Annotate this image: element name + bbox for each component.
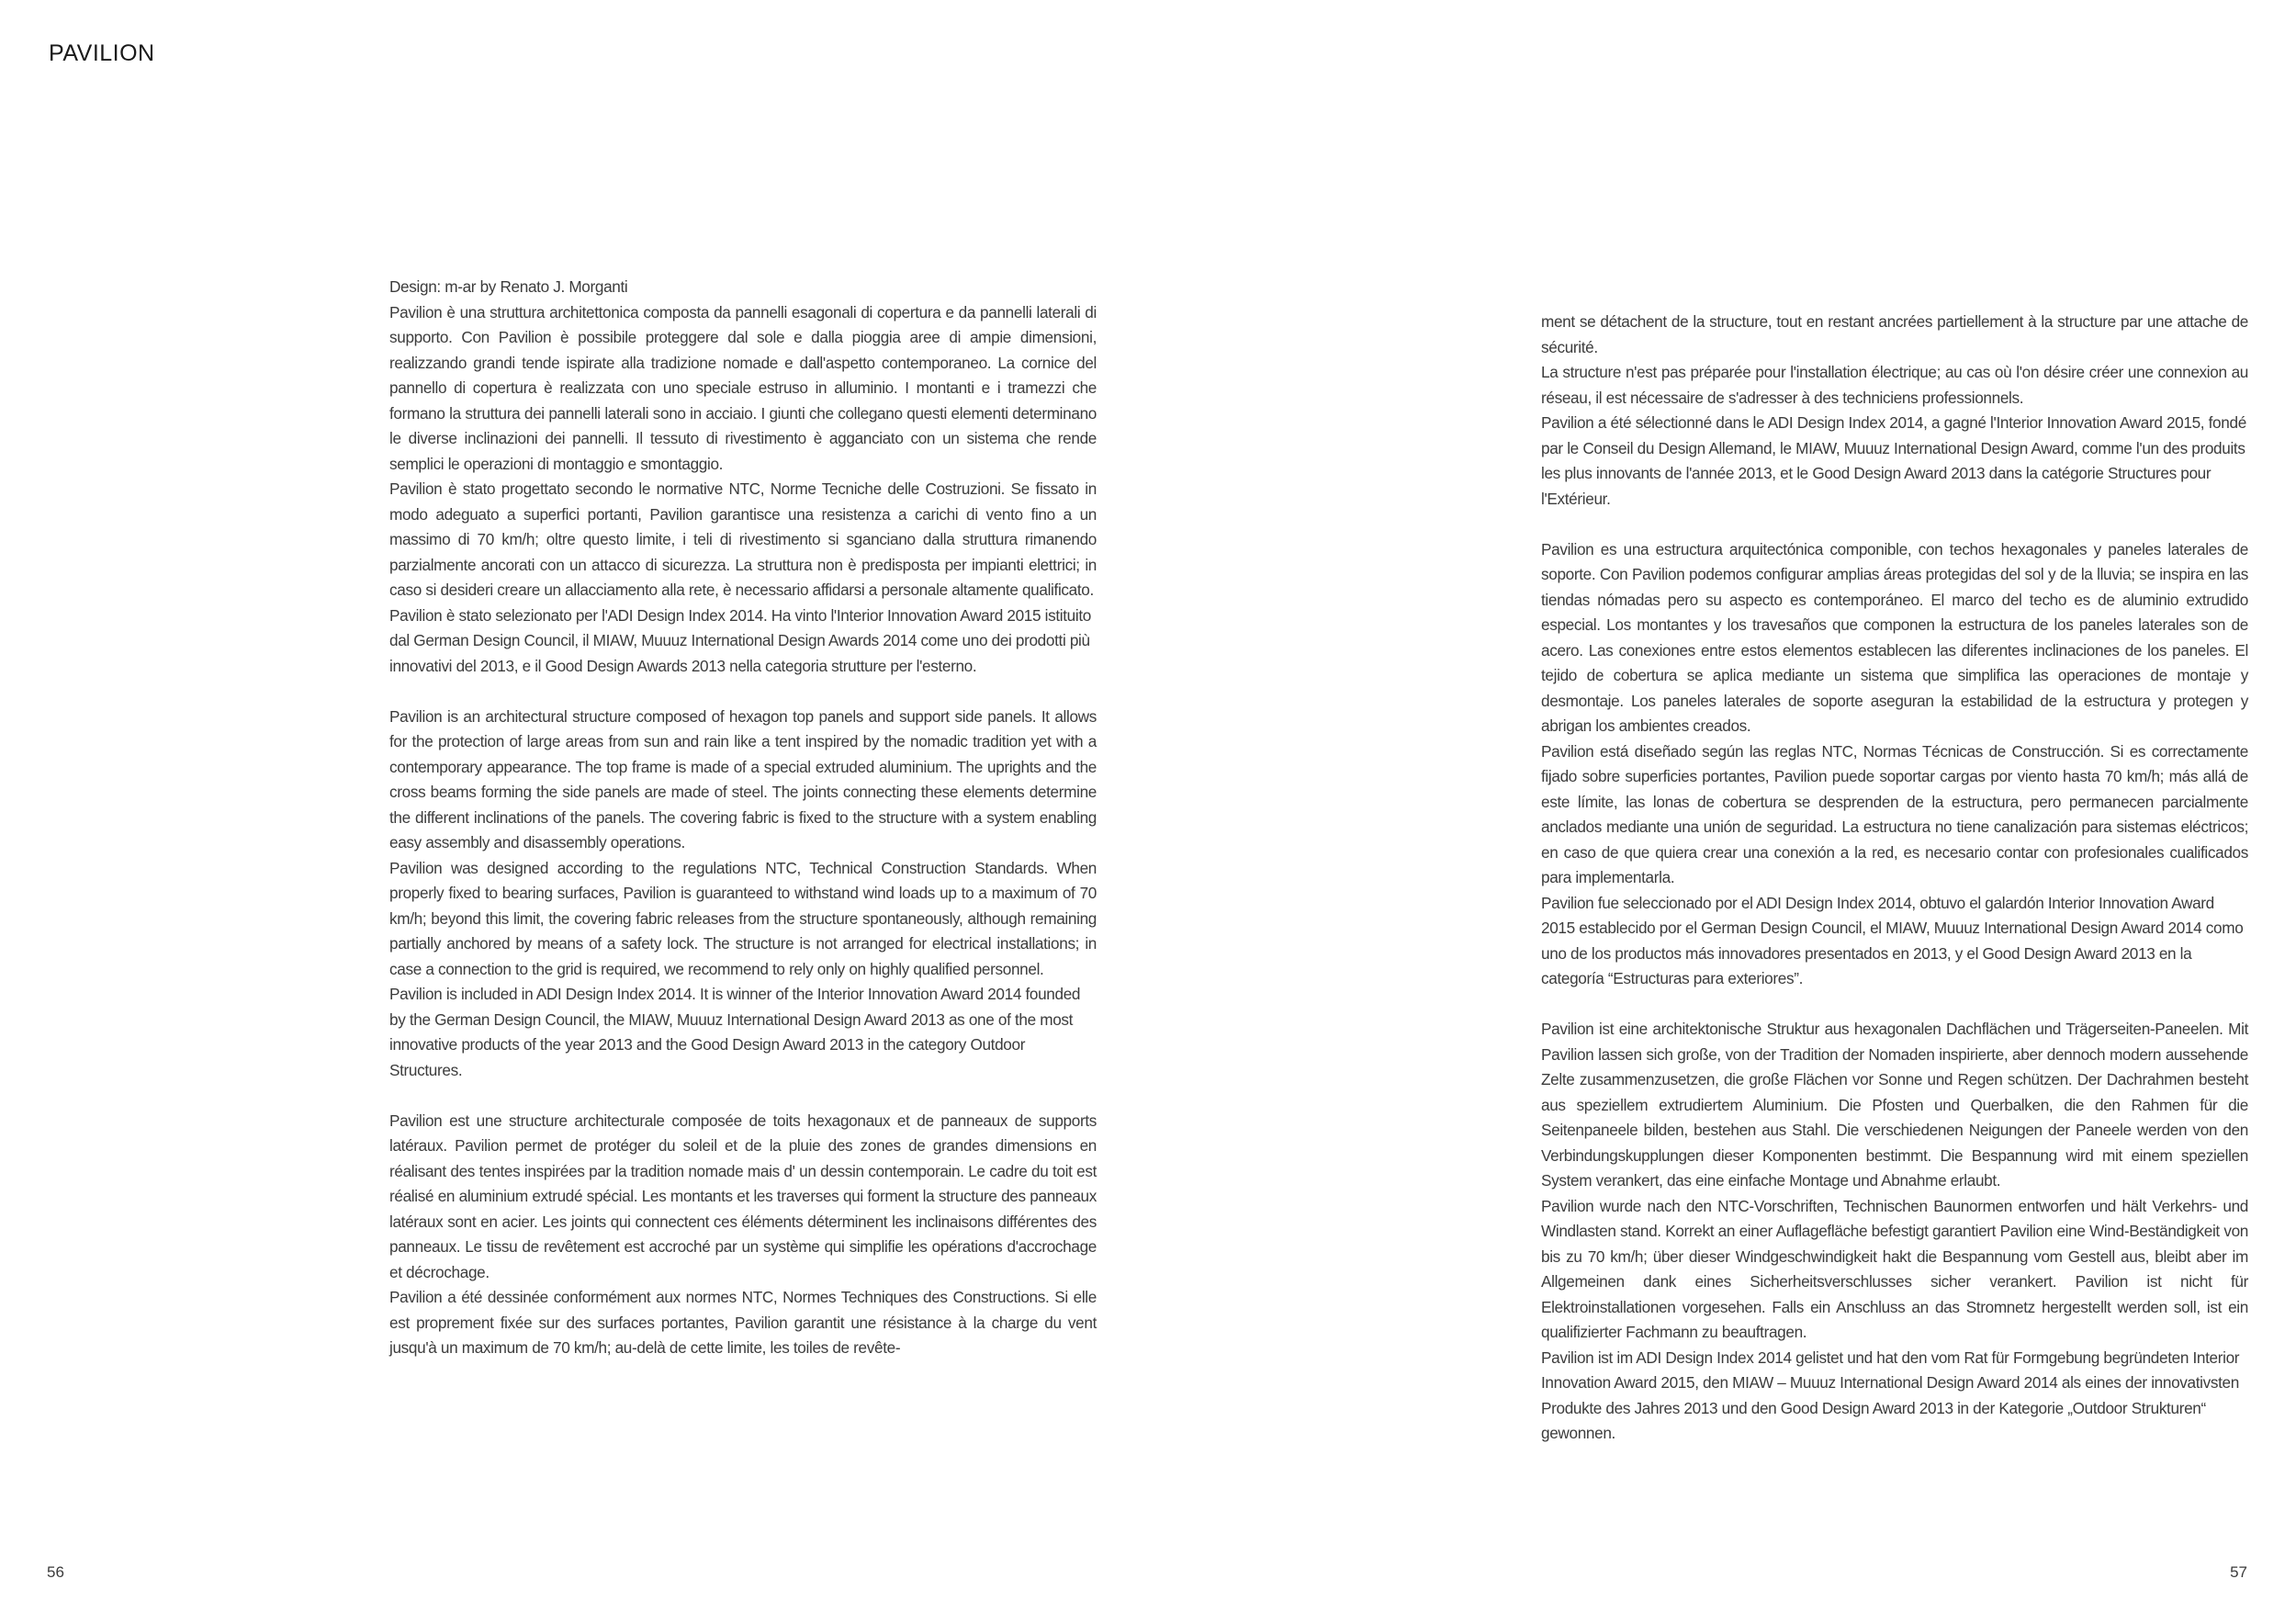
page-number-left: 56 [47,1563,64,1581]
section-title: PAVILION [49,40,155,66]
language-separator [389,679,1097,705]
german-paragraph-description: Pavilion ist eine architektonische Struktur aus hexagonalen Dachflächen und Trägerseiten-Paneelen. Mit Pavilion lassen sich große, von der Tradition der Nomaden inspirierte, aber dennoch modern aussehende Zelte zusammenzusetzen, die große Flächen vor Sonne und Regen schützen. Der Dachrahmen besteht aus speziellem extrudiertem Aluminium. Die Pfosten und Querbalken, die den Rahmen für die Seitenpaneele bilden, bestehen aus Stahl. Die verschiedenen Neigungen der Paneele werden von den Verbindungskupplungen dieser Komponenten bestimmt. Die Bespannung wird mit einem speziellen System verankert, das eine einfache Montage und Abnahme erlaubt. [1541,1020,2248,1190]
italian-paragraph-description: Pavilion è una struttura architettonica composta da pannelli esagonali di copertura e da pannelli laterali di supporto. Con Pavilion è possibile proteggere dal sole e dalla pioggia aree di ampie dimensioni, realizzando grandi tende ispirate alla tradizione nomade e dall'aspetto contemporaneo. La cornice del pannello di copertura è realizzata con uno speciale estruso in alluminio. I montanti e i tramezzi che formano la struttura dei pannelli laterali sono in acciaio. I giunti che collegano questi elementi determinano le diverse inclinazioni dei pannelli. Il tessuto di rivestimento è agganciato con un sistema che rende semplici le operazioni di montaggio e smontaggio. [389,302,1097,473]
french-paragraph-description: Pavilion est une structure architecturale composée de toits hexagonaux et de panneaux de supports latéraux. Pavilion permet de protéger du soleil et de la pluie des zones de grandes dimensions en réalisant des tentes inspirées par la tradition nomade mais d' un dessin contemporain. Le cadre du toit est réalisé en aluminium extrudé spécial. Les montants et les traverses qui forment la structure des panneaux latéraux sont en acier. Les joints qui connectent ces éléments déterminent les inclinaisons différentes des panneaux. Le tissu de revêtement est accroché par un système qui simplifie les opérations d'accrochage et décrochage. [389,1111,1097,1281]
english-paragraph-standards: Pavilion was designed according to the regulations NTC, Technical Construction Standards. When properly fixed to bearing surfaces, Pavilion is guaranteed to withstand wind loads up to a maximum of 70 km/h; beyond this limit, the covering fabric releases from the structure spontaneously, although remaining partially anchored by means of a safety lock. The structure is not arranged for electrical installations; in case a connection to the grid is required, we recommend to rely only on highly qualified personnel. [389,858,1097,978]
french-paragraph-standards-continued: ment se détachent de la structure, tout en restant ancrées partiellement à la structure par une attache de sécurité. [1541,312,2248,356]
french-paragraph-standards: Pavilion a été dessinée conformément aux normes NTC, Normes Techniques des Constructions. Si elle est proprement fixée sur des surfaces portantes, Pavilion garantit une résistance à la charge du vent jusqu'à un maximum de 70 km/h; au-delà de cette limite, les toiles de revête- [389,1288,1097,1357]
italian-paragraph-standards: Pavilion è stato progettato secondo le normative NTC, Norme Tecniche delle Costruzioni. Se fissato in modo adeguato a superfici portanti, Pavilion garantisce una resistenza a carichi di vento fino a un massimo di 70 km/h; oltre questo limite, i teli di rivestimento si sganciano dalla struttura rimanendo parzialmente ancorati con un attacco di sicurezza. La struttura non è predisposta per impianti elettrici; in caso si desideri creare un allacciamento alla rete, è necessario affidarsi a personale altamente qualificato. [389,479,1097,599]
spanish-paragraph-description: Pavilion es una estructura arquitectónica componible, con techos hexagonales y paneles laterales de soporte. Con Pavilion podemos configurar amplias áreas protegidas del sol y de la lluvia; se inspira en las tiendas nómadas pero su aspecto es contemporáneo. El marco del techo es de aluminio extrudido especial. Los montantes y los travesaños que componen la estructura de los paneles laterales son de acero. Las conexiones entre estos elementos establecen las diferentes inclinaciones de los paneles. El tejido de cobertura se aplica mediante un sistema que simplifica las operaciones de montaje y desmontaje. Los paneles laterales de soporte aseguran la estabilidad de la estructura y protegen y abrigan los ambientes creados. [1541,539,2248,735]
language-separator [389,1083,1097,1109]
language-separator [1541,512,2248,537]
german-paragraph-awards: Pavilion ist im ADI Design Index 2014 gelistet und hat den vom Rat für Formgebung begründeten Interior Innovation Award 2015, den MIAW – Muuuz International Design Award 2014 als eines der innovativsten Produkte des Jahres 2013 und den Good Design Award 2013 in der Kategorie „Outdoor Strukturen“ gewonnen. [1541,1348,2240,1442]
page-number-right: 57 [2230,1563,2247,1581]
french-paragraph-electrical: La structure n'est pas préparée pour l'installation électrique; au cas où l'on désire créer une connexion au réseau, il est nécessaire de s'adresser à des techniciens professionnels. [1541,363,2248,407]
german-paragraph-standards: Pavilion wurde nach den NTC-Vorschriften, Technischen Baunormen entworfen und hält Verkehrs- und Windlasten stand. Korrekt an einer Auflagefläche befestigt garantiert Pavilion eine Wind-Beständigkeit von bis zu 70 km/h; über dieser Windgeschwindigkeit hakt die Bespannung vom Gestell aus, bleibt aber im Allgemeinen dank eines Sicherheitsverschlusses sicher verankert. Pavilion ist nicht für Elektroinstallationen vorgesehen. Falls ein Anschluss an das Stromnetz hergestellt werden soll, ist ein qualifizierter Fachmann zu beauftragen. [1541,1196,2248,1341]
right-page-text-column [1541,310,2248,1447]
french-paragraph-awards: Pavilion a été sélectionné dans le ADI Design Index 2014, a gagné l'Interior Innovation Award 2015, fondé par le Conseil du Design Allemand, le MIAW, Muuuz International Design Award, comme l'un des produits les plus innovants de l'année 2013, et le Good Design Award 2013 dans la catégorie Structures pour l'Extérieur. [1541,413,2246,508]
left-page-text-column [389,275,1097,1361]
design-credit: Design: m-ar by Renato J. Morganti [389,277,628,296]
spanish-paragraph-standards: Pavilion está diseñado según las reglas NTC, Normas Técnicas de Construcción. Si es correctamente fijado sobre superficies portantes, Pavilion puede soportar cargas por viento hasta 70 km/h; más allá de este límite, las lonas de cobertura se desprenden de la estructura, pero permanecen parcialmente anclados mediante una unión de seguridad. La estructura no tiene canalización para sistemas eléctricos; en caso de que quiera crear una conexión a la red, es necesario contar con profesionales cualificados para implementarla. [1541,741,2248,886]
language-separator [1541,992,2248,1018]
italian-paragraph-awards: Pavilion è stato selezionato per l'ADI Design Index 2014. Ha vinto l'Interior Innovation Award 2015 istituito dal German Design Council, il MIAW, Muuuz International Design Awards 2014 come uno dei prodotti più innovativi del 2013, e il Good Design Awards 2013 nella categoria strutture per l'esterno. [389,605,1091,675]
english-paragraph-description: Pavilion is an architectural structure composed of hexagon top panels and support side panels. It allows for the protection of large areas from sun and rain like a tent inspired by the nomadic tradition yet with a contemporary appearance. The top frame is made of a special extruded aluminium. The uprights and the cross beams forming the side panels are made of steel. The joints connecting these elements determine the different inclinations of the panels. The covering fabric is fixed to the structure with a system enabling easy assembly and disassembly operations. [389,706,1097,851]
english-paragraph-awards: Pavilion is included in ADI Design Index 2014. It is winner of the Interior Innovation Award 2014 founded by the German Design Council, the MIAW, Muuuz International Design Award 2013 as one of the most innovative products of the year 2013 and the Good Design Award 2013 in the category Outdoor Structures. [389,985,1081,1079]
spanish-paragraph-awards: Pavilion fue seleccionado por el ADI Design Index 2014, obtuvo el galardón Interior Innovation Award 2015 establecido por el German Design Council, el MIAW, Muuuz International Design Award 2014 como uno de los productos más innovadores presentados en 2013, y el Good Design Award 2013 en la categoría “Estructuras para exteriores”. [1541,893,2244,987]
